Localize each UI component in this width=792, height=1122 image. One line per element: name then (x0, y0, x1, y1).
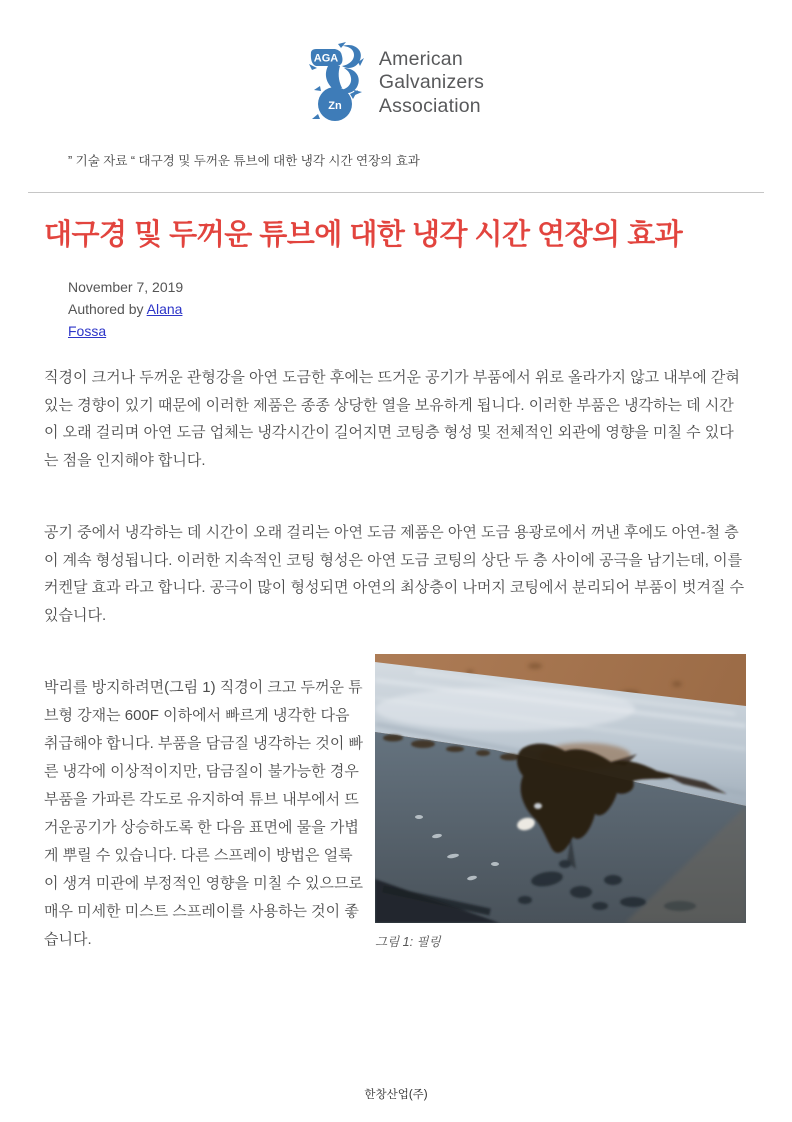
peeling-photo (375, 654, 746, 923)
breadcrumb: ” 기술 자료 “ 대구경 및 두꺼운 튜브에 대한 냉각 시간 연장의 효과 (68, 154, 420, 168)
footer-company: 한창산업(주) (364, 1089, 428, 1101)
logo-wordmark-line3: Association (378, 94, 481, 117)
logo-wordmark (379, 48, 484, 119)
body-paragraph-2: 공기 중에서 냉각하는 데 시간이 오래 걸리는 아연 도금 제품은 아연 도금 용광로에서 꺼낸 후에도 아연-철 층이 계속 형성됩니다. 이러한 지속적인 코팅 형성은 아연 도금 코팅의 상단 두 층 사이에 공극을 남기는데, 이를 커켄달 효과 라고 합니다. 공극이 많이 형성되면 아연의 최상층이 나머지 코팅에서 분리되어 부품이 벗겨질 수 있습니다. (44, 524, 745, 624)
logo-wordmark-line1: American (378, 47, 463, 70)
article-meta (68, 276, 792, 342)
byline-prefix: Authored by (68, 301, 147, 317)
figure-row (44, 654, 748, 954)
author-link-last[interactable]: Fossa (68, 323, 107, 339)
figure-caption: 그림 1: 필링 (375, 935, 441, 949)
site-header (0, 0, 792, 124)
page-title: 대구경 및 두꺼운 튜브에 대한 냉각 시간 연장의 효과 (44, 219, 683, 251)
body-paragraph-3: 박리를 방지하려면(그림 1) 직경이 크고 두꺼운 튜브형 강재는 600F 이하에서 빠르게 냉각한 다음 취급해야 합니다. 부품을 담금질 냉각하는 것이 빠른 냉각에 이상적이지만, 담금질이 불가능한 경우부품을 가파른 각도로 유지하여 튜브 내부에서 뜨거운공기가 상승하도록 한 다음 표면에 물을 가볍게 뿌릴 수 있습니다. 다른 스프레이 방법은 얼룩이 생겨 미관에 부정적인 영향을 미칠 수 있으므로 매우 미세한 미스트 스프레이를 사용하는 것이 좋습니다. (44, 679, 363, 948)
logo-zn-label: Zn (328, 100, 342, 112)
byline (68, 298, 792, 342)
figure-1 (375, 654, 746, 950)
logo-acronym: AGA (313, 52, 339, 65)
aga-logo-icon (308, 42, 364, 124)
author-link-first[interactable]: Alana (146, 301, 183, 317)
publish-date: November 7, 2019 (68, 279, 184, 295)
body-paragraph-1: 직경이 크거나 두꺼운 관형강을 아연 도금한 후에는 뜨거운 공기가 부품에서 위로 올라가지 않고 내부에 갇혀 있는 경향이 있기 때문에 이러한 제품은 종종 상당한 열을 보유하게 됩니다. 이러한 부품은 냉각하는 데 시간이 오래 걸리며 아연 도금 업체는 냉각시간이 길어지면 코팅층 형성 및 전체적인 외관에 영향을 미칠 수 있다는 점을 인지해야 합니다. (44, 369, 740, 469)
header-divider (28, 192, 764, 193)
logo-wordmark-line2: Galvanizers (378, 71, 485, 94)
